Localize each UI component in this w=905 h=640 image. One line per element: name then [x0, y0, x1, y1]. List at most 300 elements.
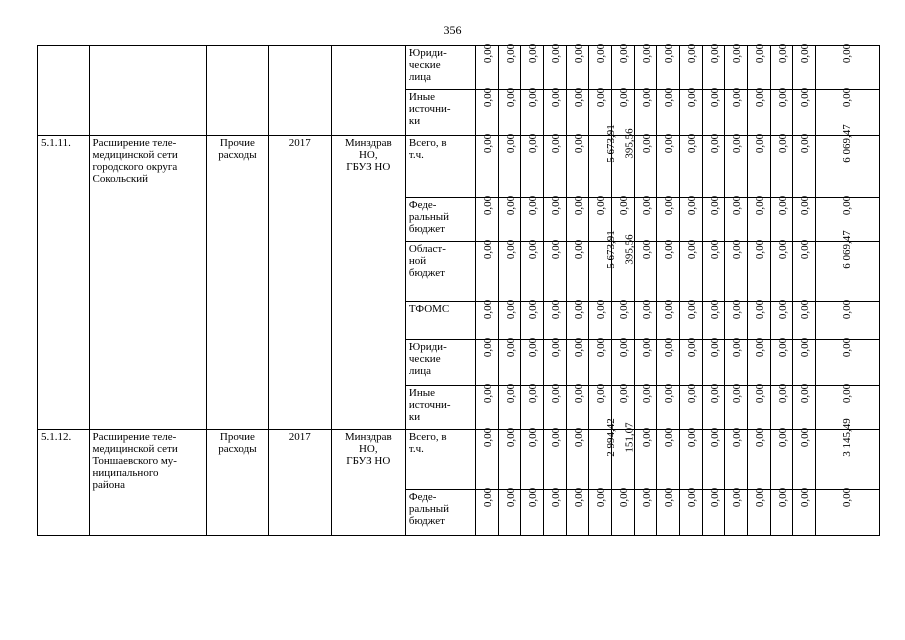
value-cell: [680, 383, 703, 430]
value-cell: [634, 337, 657, 386]
value-cell: [657, 133, 680, 198]
measure-year: 2017: [268, 430, 331, 536]
value-cell: [793, 299, 816, 340]
value-cell: [793, 383, 816, 430]
value-cell: [589, 487, 612, 536]
value-text: 0,00: [504, 239, 517, 260]
value-cell: [816, 418, 880, 490]
value-cell: [589, 43, 612, 90]
value-cell: [543, 195, 566, 242]
value-text: 0,00: [663, 487, 676, 508]
value-text: 0,00: [482, 337, 495, 358]
value-cell: [793, 487, 816, 536]
value-text: 0,00: [663, 133, 676, 154]
value-text: 0,00: [640, 487, 653, 508]
value-cell: [748, 239, 771, 302]
value-cell: [498, 299, 521, 340]
value-text: 0,00: [731, 487, 744, 508]
value-cell: [543, 427, 566, 490]
value-text: 0,00: [776, 43, 789, 64]
value-text: 0,00: [841, 487, 854, 508]
value-cell: [793, 87, 816, 136]
page-number: 356: [443, 23, 462, 37]
value-text: 0,00: [527, 299, 540, 320]
value-cell: [634, 195, 657, 242]
value-text: 0,00: [618, 87, 631, 108]
value-cell: [702, 239, 725, 302]
value-cell: [770, 487, 793, 536]
value-cell: [475, 87, 498, 136]
value-text: 0,00: [527, 427, 540, 448]
value-cell: [475, 43, 498, 90]
value-text: 0,00: [708, 487, 721, 508]
value-text: 0,00: [799, 487, 812, 508]
value-text: 0,00: [754, 43, 767, 64]
value-cell: [770, 337, 793, 386]
value-text: 0,00: [640, 87, 653, 108]
value-cell: [657, 239, 680, 302]
value-cell: [566, 239, 589, 302]
value-text: 0,00: [595, 87, 608, 108]
value-text: 0,00: [731, 299, 744, 320]
value-text: 395,56: [623, 234, 636, 265]
value-cell: [748, 383, 771, 430]
value-text: 0,00: [640, 239, 653, 260]
value-cell: [634, 239, 657, 302]
value-cell: [498, 43, 521, 90]
value-cell: [725, 43, 748, 90]
funding-source: Феде- ральный бюджет: [405, 490, 475, 536]
value-cell: [612, 337, 635, 386]
value-cell: [748, 337, 771, 386]
value-text: 0,00: [799, 427, 812, 448]
value-text: 0,00: [686, 195, 699, 216]
value-cell: [702, 337, 725, 386]
measure-code: 5.1.12.: [38, 430, 90, 536]
funding-source: Всего, в т.ч.: [405, 136, 475, 198]
value-cell: [543, 487, 566, 536]
value-text: 0,00: [731, 239, 744, 260]
value-cell: [521, 87, 544, 136]
value-cell: [793, 43, 816, 90]
value-text: 0,00: [595, 383, 608, 404]
value-text: 0,00: [482, 383, 495, 404]
value-text: 0,00: [686, 133, 699, 154]
value-text: 0,00: [618, 487, 631, 508]
value-cell: [566, 43, 589, 90]
value-text: 0,00: [754, 383, 767, 404]
value-text: 0,00: [799, 195, 812, 216]
value-text: 0,00: [708, 43, 721, 64]
value-cell: [498, 239, 521, 302]
value-text: 0,00: [504, 337, 517, 358]
value-cell: [770, 239, 793, 302]
value-cell: [770, 383, 793, 430]
value-text: 0,00: [686, 427, 699, 448]
value-cell: [748, 43, 771, 90]
value-text: 0,00: [731, 383, 744, 404]
value-text: 0,00: [504, 87, 517, 108]
value-cell: [816, 299, 880, 340]
value-text: 0,00: [686, 87, 699, 108]
value-text: 0,00: [572, 133, 585, 154]
value-cell: [680, 239, 703, 302]
measure-name: Расширение теле- медицинской сети Тоншаевского му- ниципального района: [89, 430, 206, 536]
funding-source: Иные источни- ки: [405, 90, 475, 136]
value-text: 0,00: [550, 427, 563, 448]
value-text: 0,00: [595, 337, 608, 358]
value-cell: [702, 427, 725, 490]
value-cell: [566, 487, 589, 536]
value-text: 0,00: [799, 337, 812, 358]
value-text: 0,00: [504, 133, 517, 154]
value-text: 0,00: [640, 195, 653, 216]
value-text: 0,00: [708, 427, 721, 448]
value-text: 5 673,91: [605, 230, 618, 269]
value-text: 0,00: [708, 299, 721, 320]
value-cell: [702, 43, 725, 90]
value-text: 0,00: [527, 133, 540, 154]
value-cell: [634, 133, 657, 198]
value-text: 0,00: [708, 383, 721, 404]
value-text: 6 069,47: [841, 230, 854, 269]
value-text: 0,00: [754, 337, 767, 358]
value-text: 0,00: [482, 487, 495, 508]
value-cell: [657, 337, 680, 386]
value-cell: [566, 133, 589, 198]
value-cell: [680, 487, 703, 536]
value-text: 0,00: [640, 383, 653, 404]
value-cell: [521, 383, 544, 430]
value-text: 0,00: [504, 195, 517, 216]
value-text: 0,00: [550, 487, 563, 508]
value-cell: [475, 337, 498, 386]
value-text: 0,00: [618, 299, 631, 320]
value-text: 2 994,42: [605, 418, 618, 457]
value-text: 3 145,49: [841, 418, 854, 457]
value-text: 0,00: [686, 299, 699, 320]
value-text: 0,00: [686, 487, 699, 508]
value-text: 0,00: [841, 299, 854, 320]
value-text: 0,00: [799, 43, 812, 64]
value-text: 0,00: [595, 43, 608, 64]
value-text: 0,00: [572, 87, 585, 108]
value-text: 0,00: [504, 43, 517, 64]
value-text: 0,00: [776, 427, 789, 448]
value-cell: [589, 124, 618, 198]
value-cell: [657, 299, 680, 340]
value-text: 0,00: [776, 383, 789, 404]
value-text: 0,00: [686, 383, 699, 404]
value-text: 0,00: [776, 239, 789, 260]
value-cell: [793, 239, 816, 302]
value-text: 0,00: [708, 195, 721, 216]
value-text: 0,00: [527, 87, 540, 108]
funding-source: Иные источни- ки: [405, 386, 475, 430]
value-text: 0,00: [618, 43, 631, 64]
value-cell: [657, 427, 680, 490]
value-cell: [634, 43, 657, 90]
value-cell: [634, 487, 657, 536]
value-text: 0,00: [708, 239, 721, 260]
measure-executor: Минздрав НО, ГБУЗ НО: [331, 430, 405, 536]
value-cell: [748, 87, 771, 136]
value-text: 0,00: [686, 337, 699, 358]
value-text: 0,00: [663, 299, 676, 320]
value-cell: [589, 299, 612, 340]
value-text: 0,00: [482, 427, 495, 448]
measure-year: 2017: [268, 136, 331, 430]
value-text: 0,00: [640, 337, 653, 358]
value-text: 0,00: [663, 383, 676, 404]
value-cell: [816, 337, 880, 386]
value-cell: [498, 87, 521, 136]
value-cell: [543, 299, 566, 340]
value-text: 0,00: [731, 195, 744, 216]
value-text: 0,00: [754, 299, 767, 320]
value-cell: [793, 195, 816, 242]
value-text: 0,00: [776, 195, 789, 216]
value-text: 0,00: [640, 133, 653, 154]
value-cell: [543, 43, 566, 90]
value-cell: [566, 299, 589, 340]
measure-code: [38, 46, 90, 136]
funding-source: ТФОМС: [405, 302, 475, 340]
value-text: 0,00: [663, 43, 676, 64]
value-text: 0,00: [640, 427, 653, 448]
value-cell: [725, 487, 748, 536]
value-text: 0,00: [595, 487, 608, 508]
value-cell: [680, 133, 703, 198]
value-cell: [521, 239, 544, 302]
value-text: 0,00: [754, 427, 767, 448]
value-text: 0,00: [754, 195, 767, 216]
value-text: 0,00: [754, 133, 767, 154]
value-cell: [816, 43, 880, 90]
value-text: 0,00: [799, 299, 812, 320]
value-cell: [566, 337, 589, 386]
value-cell: [770, 87, 793, 136]
value-text: 0,00: [550, 383, 563, 404]
value-cell: [589, 418, 618, 490]
value-text: 0,00: [640, 299, 653, 320]
value-cell: [680, 87, 703, 136]
measure-name: Расширение теле- медицинской сети городского округа Сокольский: [89, 136, 206, 430]
value-text: 0,00: [754, 87, 767, 108]
value-cell: [657, 487, 680, 536]
value-cell: [816, 487, 880, 536]
value-text: 0,00: [731, 427, 744, 448]
value-text: 395,56: [623, 128, 636, 159]
value-text: 0,00: [527, 487, 540, 508]
value-cell: [770, 427, 793, 490]
value-cell: [521, 43, 544, 90]
value-text: 0,00: [618, 383, 631, 404]
value-text: 0,00: [595, 195, 608, 216]
value-text: 6 069,47: [841, 124, 854, 163]
value-text: 0,00: [527, 383, 540, 404]
value-text: 151,07: [623, 422, 636, 453]
value-text: 0,00: [640, 43, 653, 64]
value-text: 0,00: [550, 239, 563, 260]
value-cell: [612, 487, 635, 536]
value-cell: [475, 195, 498, 242]
value-cell: [475, 383, 498, 430]
value-cell: [770, 195, 793, 242]
value-cell: [566, 383, 589, 430]
value-cell: [634, 299, 657, 340]
value-text: 0,00: [550, 87, 563, 108]
value-cell: [725, 195, 748, 242]
funding-source: Всего, в т.ч.: [405, 430, 475, 490]
value-text: 0,00: [618, 337, 631, 358]
value-cell: [634, 87, 657, 136]
value-cell: [475, 299, 498, 340]
value-text: 0,00: [550, 299, 563, 320]
value-cell: [725, 299, 748, 340]
value-cell: [543, 87, 566, 136]
value-cell: [657, 383, 680, 430]
funding-source: Юриди- ческие лица: [405, 46, 475, 90]
measure-year: [268, 46, 331, 136]
value-text: 0,00: [776, 299, 789, 320]
value-text: 0,00: [504, 427, 517, 448]
value-cell: [793, 133, 816, 198]
value-text: 0,00: [572, 195, 585, 216]
value-cell: [702, 195, 725, 242]
value-text: 0,00: [686, 43, 699, 64]
value-text: 0,00: [482, 133, 495, 154]
value-cell: [770, 299, 793, 340]
value-cell: [702, 383, 725, 430]
value-text: 0,00: [841, 383, 854, 404]
measure-name: [89, 46, 206, 136]
value-cell: [748, 487, 771, 536]
value-cell: [543, 239, 566, 302]
value-text: 0,00: [482, 299, 495, 320]
value-cell: [725, 427, 748, 490]
value-text: 0,00: [550, 337, 563, 358]
value-cell: [770, 133, 793, 198]
value-text: 0,00: [841, 43, 854, 64]
value-cell: [521, 427, 544, 490]
value-cell: [680, 337, 703, 386]
measure-executor: Минздрав НО, ГБУЗ НО: [331, 136, 405, 430]
value-cell: [793, 427, 816, 490]
value-cell: [498, 133, 521, 198]
value-cell: [589, 337, 612, 386]
table-row: [38, 430, 880, 490]
value-text: 0,00: [776, 337, 789, 358]
value-text: 0,00: [572, 239, 585, 260]
value-cell: [612, 43, 635, 90]
value-text: 0,00: [799, 383, 812, 404]
value-text: 0,00: [572, 487, 585, 508]
funding-source: Феде- ральный бюджет: [405, 198, 475, 242]
value-cell: [816, 230, 880, 302]
value-text: 0,00: [504, 487, 517, 508]
value-text: 0,00: [527, 43, 540, 64]
measure-executor: [331, 46, 405, 136]
value-text: 0,00: [504, 383, 517, 404]
value-text: 0,00: [841, 337, 854, 358]
value-cell: [748, 195, 771, 242]
value-cell: [521, 487, 544, 536]
value-cell: [498, 195, 521, 242]
value-cell: [498, 427, 521, 490]
value-cell: [748, 299, 771, 340]
value-text: 0,00: [550, 195, 563, 216]
value-text: 0,00: [527, 239, 540, 260]
value-text: 0,00: [550, 43, 563, 64]
value-text: 0,00: [572, 427, 585, 448]
value-text: 0,00: [776, 87, 789, 108]
value-cell: [521, 195, 544, 242]
value-text: 0,00: [754, 487, 767, 508]
value-cell: [680, 427, 703, 490]
value-text: 5 673,91: [605, 124, 618, 163]
value-cell: [770, 43, 793, 90]
value-text: 0,00: [731, 133, 744, 154]
value-text: 0,00: [618, 195, 631, 216]
value-cell: [475, 239, 498, 302]
value-cell: [521, 133, 544, 198]
measure-code: 5.1.11.: [38, 136, 90, 430]
value-text: 0,00: [482, 239, 495, 260]
value-cell: [475, 427, 498, 490]
table-row: [38, 46, 880, 90]
value-cell: [725, 383, 748, 430]
expense-type: Прочие расходы: [207, 136, 269, 430]
value-cell: [725, 239, 748, 302]
value-text: 0,00: [731, 87, 744, 108]
value-text: 0,00: [482, 195, 495, 216]
value-text: 0,00: [504, 299, 517, 320]
value-cell: [543, 133, 566, 198]
funding-source: Юриди- ческие лица: [405, 340, 475, 386]
value-text: 0,00: [663, 87, 676, 108]
value-cell: [543, 337, 566, 386]
value-text: 0,00: [663, 337, 676, 358]
value-text: 0,00: [527, 195, 540, 216]
value-cell: [725, 133, 748, 198]
value-cell: [612, 299, 635, 340]
value-cell: [657, 87, 680, 136]
value-text: 0,00: [708, 133, 721, 154]
value-text: 0,00: [708, 337, 721, 358]
funding-source: Област- ной бюджет: [405, 242, 475, 302]
value-text: 0,00: [731, 43, 744, 64]
value-text: 0,00: [663, 427, 676, 448]
value-cell: [521, 337, 544, 386]
value-cell: [725, 337, 748, 386]
value-cell: [680, 195, 703, 242]
value-cell: [816, 124, 880, 198]
table-row: [38, 136, 880, 198]
value-cell: [748, 427, 771, 490]
value-text: 0,00: [776, 133, 789, 154]
value-cell: [702, 487, 725, 536]
value-cell: [702, 299, 725, 340]
value-cell: [566, 195, 589, 242]
value-text: 0,00: [572, 383, 585, 404]
value-cell: [680, 299, 703, 340]
value-text: 0,00: [527, 337, 540, 358]
value-text: 0,00: [731, 337, 744, 358]
value-text: 0,00: [482, 43, 495, 64]
value-cell: [475, 487, 498, 536]
value-cell: [657, 195, 680, 242]
